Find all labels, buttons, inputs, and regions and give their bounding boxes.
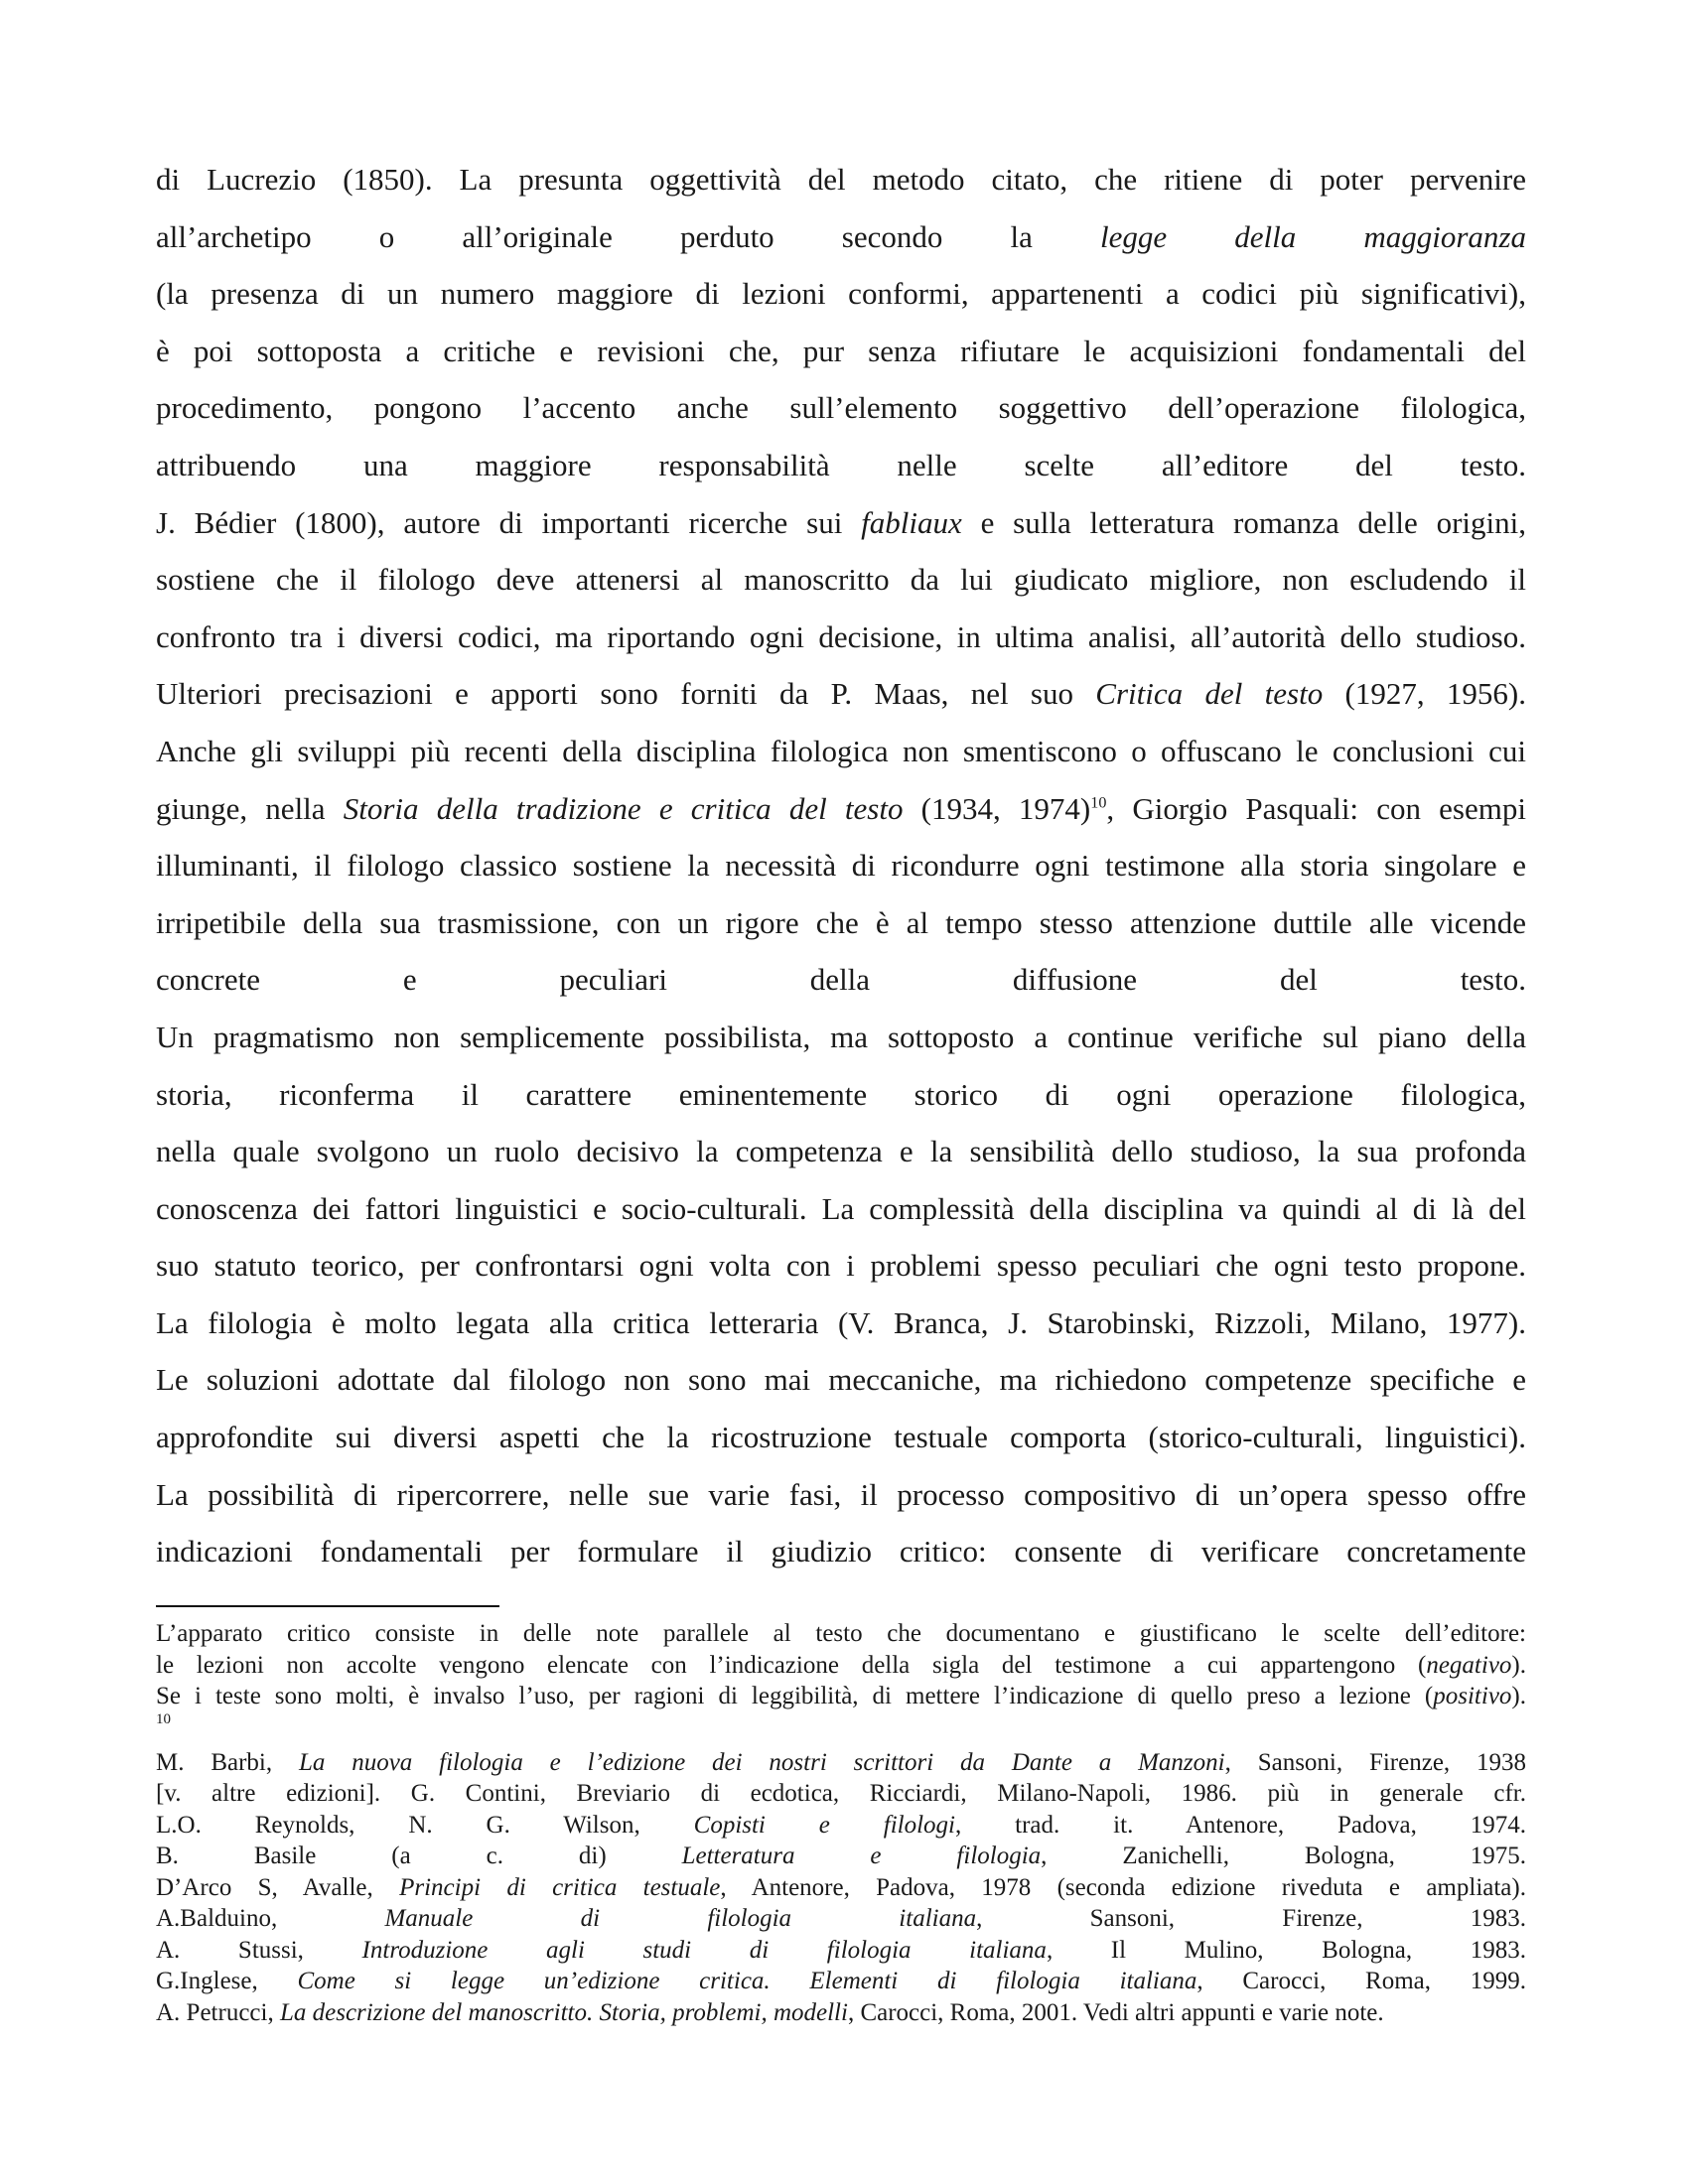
text-run: storia, riconferma il carattere eminentemente storico di ogni operazione filologica,: [156, 1076, 1526, 1112]
body-line: [156, 894, 1526, 952]
footnote-b-line: [156, 1778, 1526, 1810]
italic-title: Letteratura e filologia: [681, 1843, 1042, 1869]
italic-title: Introduzione agli studi di filologia italiana: [361, 1936, 1047, 1964]
text-run: nella quale svolgono un ruolo decisivo la competenza e la sensibilità dello studioso, la sua profonda: [156, 1134, 1526, 1169]
body-line: [156, 1237, 1526, 1295]
footnote-bibliography: [156, 1747, 1526, 2029]
body-line: [156, 1523, 1526, 1580]
text-run: ).: [1511, 1651, 1526, 1679]
text-run: L.O. Reynolds, N. G. Wilson,: [156, 1811, 694, 1839]
footnote-separator: [156, 1605, 499, 1607]
text-run: all’archetipo o all’originale perduto secondo la: [156, 218, 1100, 254]
body-line: [156, 780, 1526, 838]
text-run: A.Balduino,: [156, 1905, 385, 1932]
text-run: , Giorgio Pasquali: con esempi: [1106, 790, 1526, 826]
body-line: [156, 323, 1526, 380]
footnote-a-line: [156, 1650, 1526, 1682]
text-run: Ulteriori precisazioni e apporti sono forniti da P. Maas, nel suo: [156, 676, 1096, 712]
italic-title: negativo: [1426, 1651, 1512, 1679]
footnote-b-line: [156, 1841, 1526, 1872]
italic-title: Manuale di filologia italiana: [384, 1905, 977, 1932]
text-run: , Antenore, Padova, 1978 (seconda edizione riveduta e ampliata).: [720, 1873, 1526, 1901]
body-line: [156, 379, 1526, 437]
text-run: La possibilità di ripercorrere, nelle sue varie fasi, il processo compositivo di un’opera spesso offre: [156, 1476, 1526, 1512]
text-run: Se i teste sono molti, è invalso l’uso, per ragioni di leggibilità, di mettere l’indicazione di quello preso a lezione (: [156, 1683, 1434, 1709]
text-run: (la presenza di un numero maggiore di lezioni conformi, appartenenti a codici più significativi),: [156, 276, 1526, 312]
text-run: attribuendo una maggiore responsabilità nelle scelte all’editore del testo.: [156, 447, 1526, 482]
footnote-apparatus: [156, 1618, 1526, 1712]
text-run: irripetibile della sua trasmissione, con un rigore che è al tempo stesso attenzione duttile alle vicende: [156, 904, 1526, 940]
text-run: B. Basile (a c. di): [156, 1843, 682, 1869]
body-line: [156, 1180, 1526, 1238]
body-line: [156, 265, 1526, 323]
text-run: è poi sottoposta a critiche e revisioni che, pur senza rifiutare le acquisizioni fondamentali del: [156, 333, 1526, 368]
body-line: [156, 1409, 1526, 1466]
footnote-b-line: [156, 1810, 1526, 1842]
text-run: Le soluzioni adottate dal filologo non sono mai meccaniche, ma richiedono competenze specifiche e: [156, 1362, 1526, 1398]
body-line: [156, 609, 1526, 666]
text-run: L’apparato critico consiste in delle note parallele al testo che documentano e giustificano le scelte dell’editore:: [156, 1620, 1526, 1647]
text-run: , trad. it. Antenore, Padova, 1974.: [955, 1811, 1526, 1839]
text-run: confronto tra i diversi codici, ma riportando ogni decisione, in ultima analisi, all’autorità dello studioso.: [156, 618, 1526, 654]
italic-title: legge della maggioranza: [1100, 218, 1526, 254]
italic-title: positivo: [1433, 1683, 1512, 1709]
text-run: procedimento, pongono l’accento anche sull’elemento soggettivo dell’operazione filologica,: [156, 390, 1526, 426]
text-run: conoscenza dei fattori linguistici e socio-culturali. La complessità della disciplina va quindi al di là del: [156, 1190, 1526, 1226]
text-run: (1927, 1956).: [1323, 676, 1526, 712]
text-run: suo statuto teorico, per confrontarsi ogni volta con i problemi spesso peculiari che ogni testo propone.: [156, 1248, 1526, 1284]
text-run: , Carocci, Roma, 1999.: [1196, 1968, 1526, 1994]
italic-title: Principi di critica testuale: [399, 1873, 721, 1901]
text-run: [v. altre edizioni]. G. Contini, Breviario di ecdotica, Ricciardi, Milano-Napoli, 1986. più in generale cfr.: [156, 1780, 1526, 1807]
text-run: illuminanti, il filologo classico sostiene la necessità di ricondurre ogni testimone alla storia singolare e: [156, 848, 1526, 884]
text-run: le lezioni non accolte vengono elencate con l’indicazione della sigla del testimone a cui appartengono (: [156, 1651, 1427, 1679]
italic-title: fabliaux: [861, 504, 962, 540]
body-line: [156, 1066, 1526, 1124]
text-run: , Il Mulino, Bologna, 1983.: [1046, 1936, 1527, 1964]
text-run: Un pragmatismo non semplicemente possibilista, ma sottoposto a continue verifiche sul piano della: [156, 1019, 1526, 1054]
body-line: [156, 951, 1526, 1009]
text-run: A. Stussi,: [156, 1936, 362, 1964]
italic-title: Come si legge un’edizione critica. Elementi di filologia italiana: [297, 1968, 1197, 1994]
body-line: [156, 1123, 1526, 1180]
text-run: ).: [1511, 1683, 1526, 1709]
italic-title: Copisti e filologi: [693, 1811, 956, 1839]
body-line: [156, 837, 1526, 894]
text-run: , Sansoni, Firenze, 1938: [1224, 1748, 1527, 1776]
text-run: indicazioni fondamentali per formulare il giudizio critico: consente di verificare concretamente: [156, 1534, 1526, 1570]
italic-title: La nuova filologia e l’edizione dei nostri scrittori da Dante a Manzoni: [298, 1748, 1225, 1776]
body-line: [156, 1009, 1526, 1066]
text-run: giunge, nella: [156, 790, 344, 826]
body-line: [156, 437, 1526, 494]
footnote-b-line: [156, 1935, 1526, 1967]
italic-title: La descrizione del manoscritto. Storia, problemi, modelli: [279, 1998, 848, 2026]
footnote-b-line: [156, 1903, 1526, 1935]
body-line: [156, 551, 1526, 609]
text-run: G.Inglese,: [156, 1968, 298, 1994]
text-run: (1934, 1974): [903, 790, 1091, 826]
footnote-reference: 10: [1090, 794, 1107, 812]
text-run: concrete e peculiari della diffusione del testo.: [156, 962, 1526, 998]
text-run: Anche gli sviluppi più recenti della disciplina filologica non smentiscono o offuscano le conclusioni cui: [156, 733, 1526, 768]
footnote-b-line: [156, 1966, 1526, 1997]
body-line: [156, 208, 1526, 266]
text-run: di Lucrezio (1850). La presunta oggettività del metodo citato, che ritiene di poter pervenire: [156, 162, 1526, 197]
text-run: J. Bédier (1800), autore di importanti ricerche sui: [156, 504, 862, 540]
italic-title: Storia della tradizione e critica del testo: [343, 790, 904, 826]
footnote-b-line: [156, 1997, 1526, 2029]
footnote-marker: 10: [156, 1710, 171, 1727]
text-run: sostiene che il filologo deve attenersi al manoscritto da lui giudicato migliore, non escludendo il: [156, 562, 1526, 598]
body-line: [156, 494, 1526, 552]
footnote-b-line: [156, 1747, 1526, 1779]
body-line: [156, 665, 1526, 723]
text-run: , Carocci, Roma, 2001. Vedi altri appunti e varie note.: [847, 1998, 1384, 2026]
text-run: M. Barbi,: [156, 1748, 299, 1776]
text-run: La filologia è molto legata alla critica letteraria (V. Branca, J. Starobinski, Rizzoli, Milano, 1977).: [156, 1304, 1526, 1340]
text-run: D’Arco S, Avalle,: [156, 1873, 400, 1901]
main-body-text: [156, 151, 1526, 1580]
body-line: [156, 1295, 1526, 1352]
footnote-gap: [156, 1727, 1526, 1747]
footnote-a-line: [156, 1618, 1526, 1650]
text-run: , Zanichelli, Bologna, 1975.: [1041, 1843, 1527, 1869]
italic-title: Critica del testo: [1095, 676, 1324, 712]
body-line: [156, 1466, 1526, 1524]
text-run: A. Petrucci,: [156, 1998, 280, 2026]
text-run: , Sansoni, Firenze, 1983.: [976, 1905, 1527, 1932]
body-line: [156, 723, 1526, 780]
footnotes: [156, 1618, 1526, 2028]
footnote-b-line: [156, 1872, 1526, 1904]
text-run: approfondite sui diversi aspetti che la ricostruzione testuale comporta (storico-culturali, linguistici).: [156, 1420, 1526, 1455]
body-line: [156, 151, 1526, 208]
body-line: [156, 1351, 1526, 1409]
text-run: e sulla letteratura romanza delle origini,: [961, 504, 1527, 540]
footnote-a-line: [156, 1681, 1526, 1712]
